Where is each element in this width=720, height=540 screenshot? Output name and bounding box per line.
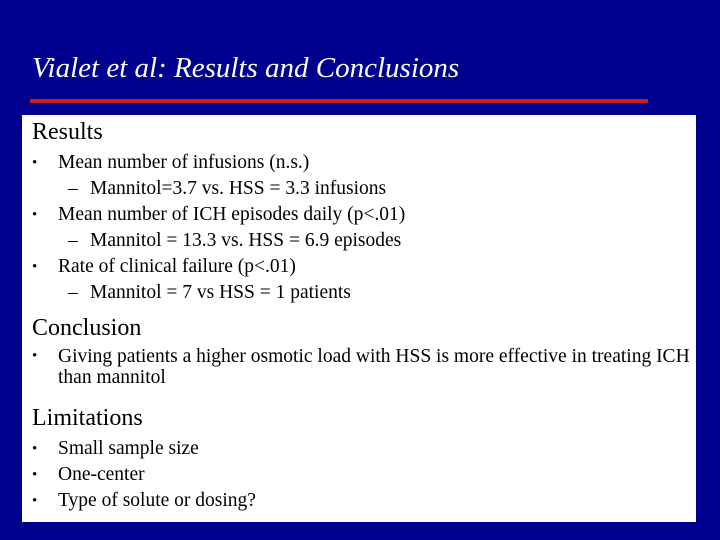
slide-title: Vialet et al: Results and Conclusions [32, 52, 460, 84]
results-list [32, 150, 694, 306]
results-subitem-ich-episodes: – Mannitol = 13.3 vs. HSS = 6.9 episodes [32, 228, 694, 254]
results-item-infusions: • Mean number of infusions (n.s.) [32, 150, 694, 176]
results-heading: Results [32, 119, 103, 145]
title-underline [30, 99, 648, 103]
conclusion-list [32, 346, 694, 388]
slide-content [32, 118, 694, 514]
results-subitem-infusions: – Mannitol=3.7 vs. HSS = 3.3 infusions [32, 176, 694, 202]
conclusion-item: • Giving patients a higher osmotic load with HSS is more effective in treating ICH than mannitol [32, 346, 694, 388]
limitations-item-one-center: • One-center [32, 462, 694, 488]
results-item-clinical-failure: • Rate of clinical failure (p<.01) [32, 254, 694, 280]
results-subitem-clinical-failure: – Mannitol = 7 vs HSS = 1 patients [32, 280, 694, 306]
results-item-ich-episodes: • Mean number of ICH episodes daily (p<.01) [32, 202, 694, 228]
limitations-heading: Limitations [32, 405, 143, 431]
limitations-list [32, 436, 694, 514]
conclusion-heading: Conclusion [32, 315, 142, 341]
limitations-item-sample-size: • Small sample size [32, 436, 694, 462]
limitations-item-solute-dosing: • Type of solute or dosing? [32, 488, 694, 514]
